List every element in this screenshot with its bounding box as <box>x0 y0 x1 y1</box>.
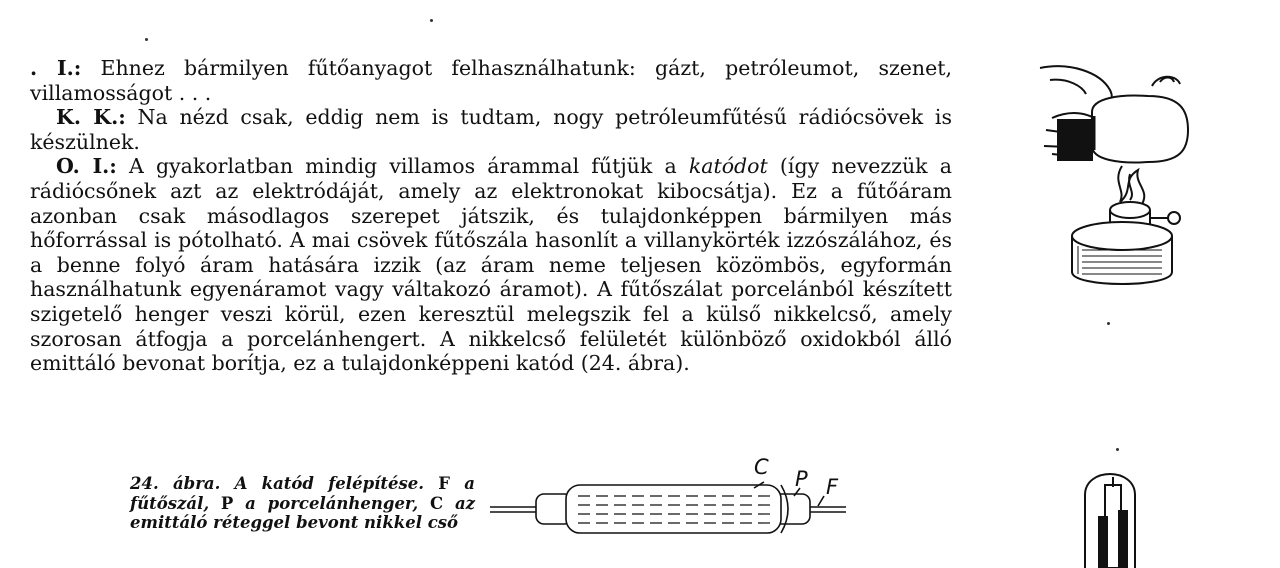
tube-heating-illustration <box>1030 50 1200 290</box>
caption-letter-f: F <box>438 474 451 493</box>
paragraph-3 <box>30 154 952 375</box>
paragraph-text: Na nézd csak, eddig nem is tudtam, nogy petróleumfűtésű rádiócsövek is készülnek. <box>30 105 952 154</box>
paragraph-text: (így nevezzük a rádiócsőnek azt az elektródáját, amely az elektronokat kibocsátja). Ez a fűtőáram azonban csak másodlagos szerepet játszik, és tulajdonképpen bármilyen más hőforrással is pótolható. A mai csövek fűtőszála hasonlít a villanykörték izzószálához, és a benne folyó áram hatására izzik (az áram neme teljesen közömbös, egyformán használhatunk egyenáramot vagy váltakozó áramot). A fűtőszálat porcelánból készített szigetelő henger veszi körül, ezen keresztül melegszik fel a külső nikkelcső, amely szorosan átfogja a porcelánhengert. A nikkelcső felületét különböző oxidokból álló emittáló bevonat borítja, ez a tulajdonképpeni katód (24. ábra). <box>30 154 952 376</box>
caption-letter-p: P <box>220 493 234 513</box>
figure-caption <box>130 474 475 533</box>
body-text <box>30 56 952 376</box>
cathode-figure <box>488 452 858 552</box>
caption-letter-c: C <box>430 493 444 513</box>
caption-c-text: az emittáló réteggel bevont nikkel cső <box>130 493 476 532</box>
figure-label-p: P <box>795 467 808 491</box>
caption-f-text: a fűtőszál, <box>130 474 475 513</box>
caption-title: 24. ábra. A katód felépítése. <box>130 474 425 493</box>
speaker-marker: O. I.: <box>56 154 117 179</box>
paragraph-2 <box>30 105 952 154</box>
scan-speck <box>1116 448 1119 451</box>
paragraph-text: Ehnez bármilyen fűtőanyagot felhasználhatunk: gázt, petróleumot, szenet, villamosságot . . . <box>30 56 952 105</box>
caption-p-text: a porcelánhenger, <box>245 493 419 513</box>
speaker-marker: . I.: <box>30 56 82 80</box>
paragraph-1 <box>30 56 952 105</box>
speaker-marker: K. K.: <box>56 105 126 130</box>
figure-label-f: F <box>826 475 839 499</box>
tube-envelope-illustration <box>1075 455 1155 568</box>
emphasis-term: katódot <box>688 154 768 179</box>
paragraph-text: A gyakorlatban mindig villamos árammal fűtjük a <box>116 154 689 179</box>
figure-label-c: C <box>754 455 769 479</box>
scan-speck <box>145 38 148 41</box>
scan-speck <box>1107 322 1110 325</box>
scan-speck <box>430 19 433 22</box>
